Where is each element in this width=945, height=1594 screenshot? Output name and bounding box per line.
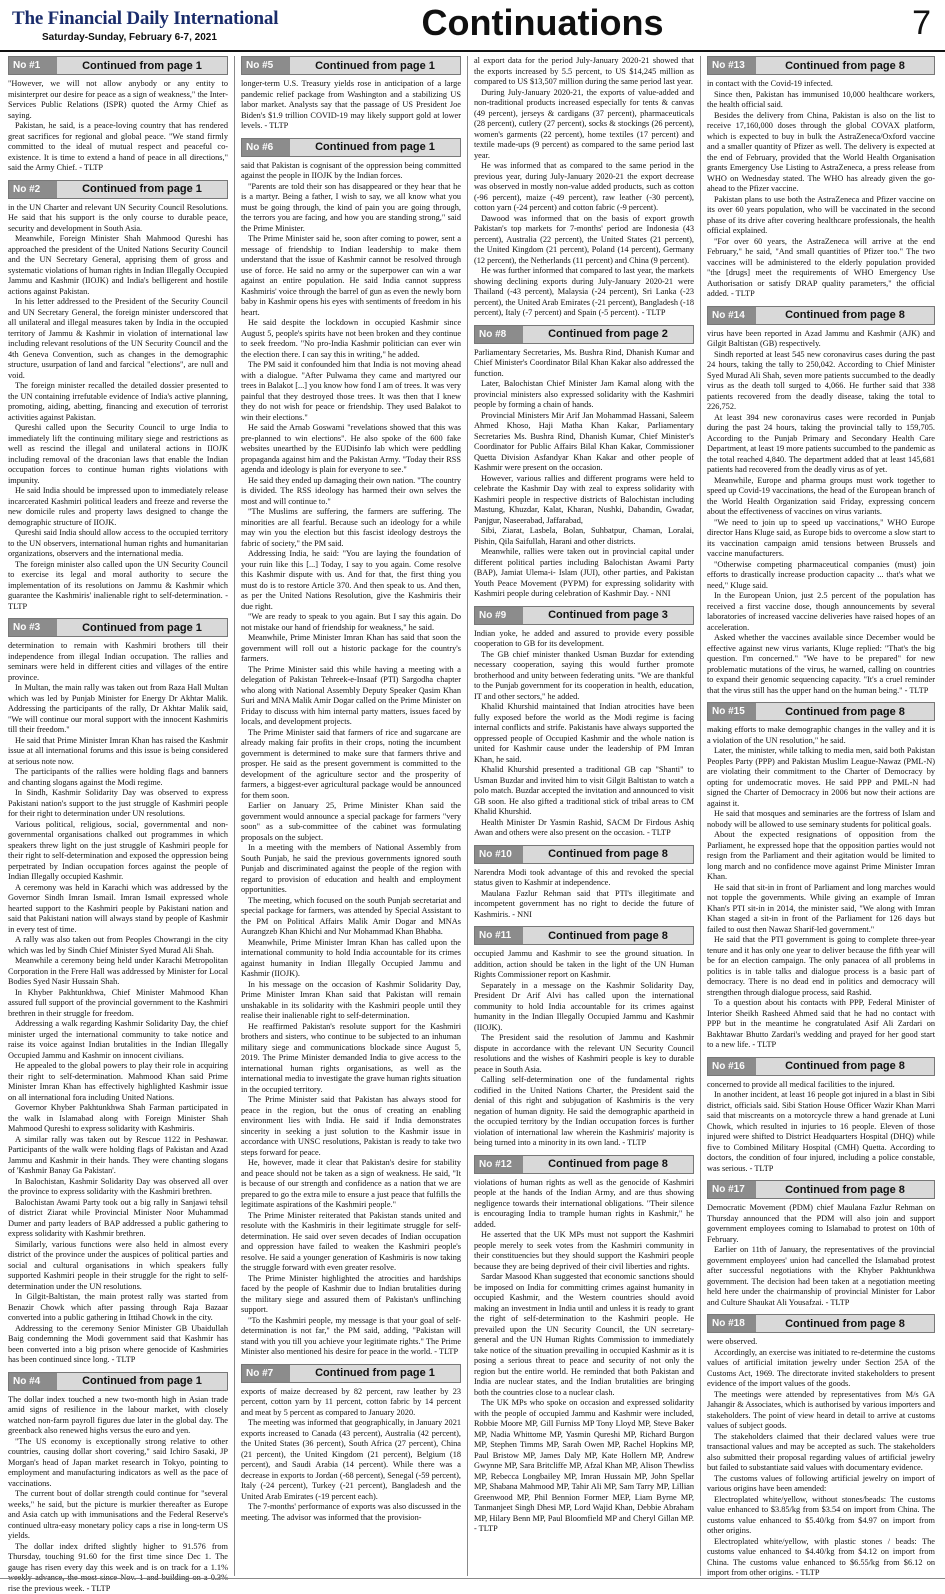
- story-header: [707, 1314, 935, 1333]
- story-paragraph: Governor Khyber Pakhtunkhwa Shah Farman participated in the walk in Islamabad along with Foreign Minister Shah Mahmood Qureshi to express solidarity with Kashmiris.: [8, 1103, 228, 1135]
- continued-label: Continued from page 8: [756, 703, 934, 720]
- story-block: [241, 1364, 461, 1524]
- story-block: [474, 1155, 694, 1535]
- story-header: [8, 56, 228, 75]
- story-number: No #6: [242, 139, 290, 156]
- story-paragraph: Earlier on January 25, Prime Minister Khan said the government would announce a special package for farmers "very soon" as a sub-committee of the cabinet was formulating proposals on the subject.: [241, 801, 461, 843]
- story-paragraph: He said they ended up damaging their own nation. "The country is divided. The RSS ideology has harmed their own selves the most and will continue to.": [241, 476, 461, 508]
- story-paragraph: In Khyber Pakhtunkhwa, Chief Minister Mahmood Khan assured full support of the provincial government to the Kashmiri brethren in their struggle for freedom.: [8, 988, 228, 1020]
- story-paragraph: Addressing a walk regarding Kashmir Solidarity Day, the chief minister urged the international community to take notice and raise its voice against Indian brutalities in the Indian Illegally Occupied Jammu and Kashmir on innocent civilians.: [8, 1019, 228, 1061]
- story-paragraph: Electroplated white/yellow, with plastic stones / beads: The customs value enhanced to $4.40/kg from $4.12 on import from China. The customs value enhanced to $6.55/kg from $6.12 on import from other origins. - TLTP: [707, 1537, 935, 1579]
- story-paragraph: occupied Jammu and Kashmir to see the ground situation. In addition, action should be taken in the light of the UN Human Rights Commissioner report on Kashmir.: [474, 949, 694, 981]
- story-paragraph: Qureshi said India should allow access to the occupied territory to the UN observers, international human rights and humanitarian organizations, observers and the international media.: [8, 528, 228, 560]
- story-header: [8, 180, 228, 199]
- story-header: [474, 926, 694, 945]
- story-paragraph: The current bout of dollar strength could continue for "several weeks," he said, but the picture is murkier thereafter as Europe and Asia catch up with immunisations and the Federal Reserve's continued ultra-easy monetary policy caps a rise in long-term US yields.: [8, 1489, 228, 1542]
- story-paragraph: He reaffirmed Pakistan's resolute support for the Kashmiri brothers and sisters, who continue to be subjected to an inhuman military siege and communications blockade since August 5, 2019. The Prime Minister demanded India to give access to the international human rights organisations, as well as the international media to investigate the grave human rights situation in the occupied territory.: [241, 1022, 461, 1096]
- continued-label: Continued from page 8: [756, 307, 934, 324]
- story-paragraph: in the UN Charter and relevant UN Security Council Resolutions. He said that his support is the only course to durable peace, security and development in South Asia.: [8, 203, 228, 235]
- story-header: [707, 702, 935, 721]
- story-paragraph: The Prime Minister said this while having a meeting with a delegation of Pakistan Tehreek-e-Insaaf (PTI) Sargodha chapter who along with National Assembly Deputy Speaker Qasim Khan Suri and MNA Malik Amir Dogar called on the Prime Minister on Friday to discuss with him internal party matters, issues faced by locals, and development projects.: [241, 665, 461, 728]
- column-divider: [700, 56, 701, 1576]
- story-paragraph: Electroplated white/yellow, without stones/beads: The customs value enhanced to $3.85/kg from $3.54 on import from China. The customs value enhanced to $5.40/kg from $4.97 on import from other origins.: [707, 1495, 935, 1537]
- story-block: [8, 1372, 228, 1594]
- story-number: No #1: [9, 57, 57, 74]
- story-block: [474, 325, 694, 600]
- story-header: [474, 606, 694, 625]
- story-paragraph: The dollar index touched a new two-month high in Asian trade amid signs of resilience in the labour market, with closely watched non-farm payroll figures due later in the global day. The greenback also renewed highs versus the euro and yen.: [8, 1395, 228, 1437]
- continued-label: Continued from page 1: [290, 139, 460, 156]
- story-paragraph: The PM said it confounded him that India is not moving ahead with a dialogue. "After Pulwama they came and martyred our trees in Balakot [...] you know how fond I am of trees. It was very painful that they destroyed those trees. It was then that I knew they do not wish for peace or friendship. They used Balakot to win their elections.": [241, 360, 461, 423]
- story-header: [241, 56, 461, 75]
- column-3: [474, 56, 694, 1576]
- story-paragraph: He appealed to the global powers to play their role in acquiring their right to self-determination. Mahmood Khan said Prime Minister Imran Khan has effectively highlighted Kashmir issue on all international fora including United Nations.: [8, 1061, 228, 1103]
- story-paragraph: violations of human rights as well as the genocide of Kashmiri people at the hands of the Indian Army, and are thus showing negligence towards their international obligations. "Their silence is encouraging India to trample human rights in Kashmir," he added.: [474, 1178, 694, 1231]
- story-paragraph: Meanwhile, Prime Minister Imran Khan has called upon the international community to hold India accountable for its crimes against humanity in Indian Illegally Occupied Jammu and Kashmir (IIOJK).: [241, 938, 461, 980]
- story-paragraph: Provincial Ministers Mir Arif Jan Mohammad Hassani, Saleem Ahmed Khoso, Haji Matha Khan Kakar, Parliamentary Secretaries Ms. Bushra Rind, Dhanish Kumar, Chief Minister's Coordinator for Public Affairs Bilal Khan Kakar, Commissioner Quetta Division Asfandyar Khan Kakar and other people of Kashmir were present on the occasion.: [474, 411, 694, 474]
- story-paragraph: "We need to join up to speed up vaccinations," WHO Europe director Hans Kluge said, as Europe bids to overcome a slow start to its vaccination campaign amid tensions between Brussels and vaccine manufacturers.: [707, 518, 935, 560]
- story-block: [474, 56, 694, 319]
- story-paragraph: Later, Balochistan Chief Minister Jam Kamal along with the provincial ministers also expressed solidarity with the Kashmiri people by forming a chain of hands.: [474, 379, 694, 411]
- story-paragraph: Separately in a message on the Kashmir Solidarity Day, President Dr Arif Alvi has called upon the international community to hold India accountable for its crimes against humanity in the Indian Illegally Occupied Jammu and Kashmir (IIOJK).: [474, 981, 694, 1034]
- story-paragraph: Khalid Khurshid maintained that Indian atrocities have been fully exposed before the world as the Modi regime is facing internal conflicts and strife. Pakistanis have always supported the oppressed people of Occupied Kashmir and the whole nation is united for Kashmir cause under the leadership of PM Imran Khan, he said.: [474, 702, 694, 765]
- story-header: [474, 845, 694, 864]
- story-paragraph: The GB chief minister thanked Usman Buzdar for extending necessary cooperation, saying this would further promote brotherhood and unity between federating units. "We are thankful to the Punjab government for its cooperation in health, education, IT and other sectors," he added.: [474, 650, 694, 703]
- story-paragraph: "The Muslims are suffering, the farmers are suffering. The minorities are all fearful. Because such an ideology for a while may win you the election but this fascist ideology destroys the fabric of society," the PM said.: [241, 507, 461, 549]
- continued-label: Continued from page 8: [756, 1315, 934, 1332]
- story-paragraph: said that Pakistan is cognisant of the oppression being committed against the people in IIOJK by the Indian forces.: [241, 161, 461, 182]
- story-paragraph: In his letter addressed to the President of the Security Council and UN Secretary General, the foreign minister underscored that all unilateral and illegal measures taken by India in the occupied territory of Jammu & Kashmir in violation of international law including relevant resolutions of the UN Security Council and the 4th Geneva Convention, such as changes in the demographic structure, usurpation of land and farcical "elections", are null and void.: [8, 297, 228, 381]
- story-paragraph: He said despite the lockdown in occupied Kashmir since August 5, people's spirits have not been broken and they continue to seek freedom. "No pro-India Kashmir politician can ever win the election there. I can say this in writing," he added.: [241, 318, 461, 360]
- story-paragraph: A rally was also taken out from Peoples Chowrangi in the city which was led by Sindh Chief Minister Syed Murad Ali Shah.: [8, 935, 228, 956]
- story-number: No #18: [708, 1315, 756, 1332]
- continued-label: Continued from page 8: [523, 846, 693, 863]
- story-header: [707, 1180, 935, 1199]
- story-paragraph: Meanwhile, rallies were taken out in provincial capital under different political parties including Balochistan Awami Party (BAP), Jamiat Ulema-i- Islam (JUI), other parties, and Pakistan Youth Peace Movement (PYPM) for expressing solidarity with Kashmiri people during celebration of Kashmir Day. - NNI: [474, 547, 694, 600]
- continued-label: Continued from page 8: [756, 1181, 934, 1198]
- story-paragraph: determination to remain with Kashmiri brothers till their independence from illegal Indian occupation. The rallies and seminars were held in different cities and villages of the entire province.: [8, 641, 228, 683]
- story-paragraph: Addressing India, he said: "You are laying the foundation of your ruin like this [...] Today, I say to you again. Come resolve this Kashmir dispute with us. And for that, the first thing you must do is to restore Article 370. And then speak to us. And then, as per the United Nations Resolution, give the Kashmiris their due right.: [241, 549, 461, 612]
- story-paragraph: A similar rally was taken out by Rescue 1122 in Peshawar. Participants of the walk were holding flags of Pakistan and Azad Jammu and Kashmir in their hands. They were chanting slogans of 'Kashmir Banay Ga Pakistan'.: [8, 1135, 228, 1177]
- continued-label: Continued from page 1: [57, 181, 227, 198]
- story-paragraph: He was informed that as compared to the same period in the previous year, during July-January 2020-21 the export decrease was observed in mostly non-value added products, such as cotton (-96 percent), maize (-49 percent), raw leather (-30 percent), cotton yarn (-24 percent) and cotton fabric (-9 percent).: [474, 161, 694, 214]
- story-paragraph: "For over 60 years, the AstraZeneca will arrive at the end February," he said, "And small quantities of Pfizer too." The two vaccines will be administered to the elderly population provided "the [drugs] meet the requirements of WHO Emergency Use Authorisation or satisfy DRAP quality parameters," the official added. - TLTP: [707, 237, 935, 300]
- story-paragraph: The Prime Minister said he, soon after coming to power, sent a message of friendship to Indian leadership to make them understand that the issue of Kashmir cannot be resolved through use of force. He said no army or the superpower can win a war against an entire population. He said India cannot suppress Kashmiris' voice through the barrel of gun as even the newly born baby in Kashmir opens his eyes with sentiments of freedom in his heart.: [241, 234, 461, 318]
- story-paragraph: The meeting, which focused on the south Punjab secretariat and special package for farmers, was attended by Special Assistant to the PM on Political Affairs Malik Amir Dogar and MNAs Aurangzeb Khan Khichi and Nur Mohammad Khan Bhabha.: [241, 896, 461, 938]
- story-paragraph: Dawood was informed that on the basis of export growth Pakistan's top markets for 7-months' period are Indonesia (43 percent), Australia (22 percent), the United States (21 percent), the United Kingdom (21 percent), Poland (14 percent), Germany (12 percent), the Netherlands (11 percent) and China (9 percent).: [474, 214, 694, 267]
- story-paragraph: Sindh reported at least 545 new coronavirus cases during the past 24 hours, taking the tally to 250,042. According to Chief Minister Syed Murad Ali Shah, seven more patients succumbed to the deadly virus as the death toll surged to 4,066. He further said that 338 patients recovered from the deadly disease, taking the total to 226,752.: [707, 350, 935, 413]
- story-paragraph: The meeting was informed that geographically, in January 2021 exports increased to Canada (43 percent), Australia (42 percent), the United States (36 percent), South Africa (27 percent), China (21 percent), the United Kingdom (21 percent), Belgium (18 percent), and Saudi Arabia (14 percent). While there was a decrease in exports to Jordan (-68 percent), Senegal (-59 percent), Italy (-24 percent), Turkey (-21 percent), Bangladesh and the United Arab Emirates (-19 percent each).: [241, 1418, 461, 1502]
- story-paragraph: The participants of the rallies were holding flags and banners and chanting slogans against the Modi regime.: [8, 767, 228, 788]
- story-paragraph: Meanwhile a ceremony being held under Karachi Metropolitan Corporation in the Frere Hall was addressed by Minister for Local Bodies Syed Nasir Hussain Shah.: [8, 956, 228, 988]
- column-2: [241, 56, 461, 1576]
- story-header: [8, 618, 228, 637]
- story-header: [707, 1057, 935, 1076]
- story-block: [8, 180, 228, 613]
- continued-label: Continued from page 8: [523, 927, 693, 944]
- story-block: [241, 138, 461, 1358]
- story-paragraph: He said that mosques and seminaries are the fortress of Islam and nobody will be allowed to use seminary students for political goals.: [707, 809, 935, 830]
- story-paragraph: He said India should be impressed upon to immediately release incarcerated Kashmiri political leaders and freeze and reverse the new domicile rules and property laws designed to change the demographic structure of IIOJK.: [8, 486, 228, 528]
- story-number: No #5: [242, 57, 290, 74]
- story-number: No #15: [708, 703, 756, 720]
- story-paragraph: However, various rallies and different programs were held to celebrate the Kashmir Day with zeal to express solidarity with Kashmiri people in respective districts of Balochistan including Mastung, Khuzdar, Kalat, Kharan, Nushki, Dabandin, Gwadar, Panjgur, Naseerabad, Jaffarabad,: [474, 474, 694, 527]
- bottom-rule: [0, 1578, 945, 1579]
- story-header: [474, 325, 694, 344]
- story-paragraph: Later, the minister, while talking to media men, said both Pakistan Peoples Party (PPP) and Pakistan Muslim League-Nawaz (PML-N) are violating their commitment to the Charter of Democracy by opting for undemocratic moves. He said PPP and PML-N had signed the Charter of Democracy in 2006 but now their actions are against it.: [707, 746, 935, 809]
- story-paragraph: Health Minister Dr Yasmin Rashid, SACM Dr Firdous Ashiq Awan and others were also present on the occasion. - TLTP: [474, 818, 694, 839]
- story-paragraph: About the expected resignations of opposition from the Parliament, he expressed hope that the opposition parties would not resign from the Parliament and their agitation would be limited to long march and no confidence move against Prime Minister Imran Khan.: [707, 830, 935, 883]
- story-paragraph: He, however, made it clear that Pakistan's desire for stability and peace should not be taken as a sign of weakness. He said, "It is because of our strength and confidence as a nation that we are prepared to go the extra mile to ensure a just peace that fulfills the legitimate aspirations of the Kashmiri people.": [241, 1158, 461, 1211]
- story-paragraph: Calling self-determination one of the fundamental rights codified in the United Nations Charter, the President said the denial of this right and subjugation of Kashmiris is the very negation of human dignity. He said the demographic apartheid in the occupied territory by the Indian occupation forces is further violation of international law wherein the Kashmiris' majority is being turned into a minority in its own land. - TLTP: [474, 1075, 694, 1149]
- story-block: [707, 702, 935, 1051]
- story-paragraph: He said that the PTI government is going to complete three-year tenure and it has only one year to deliver because the fifth year will be for an election campaign. The only panacea of all problems in politics is in table talks and dialogue process is a basic part of democracy. There is no dead end in politics and democracy will strengthen through dialogue process, said Rashid.: [707, 935, 935, 998]
- story-paragraph: exports of maize decreased by 82 percent, raw leather by 23 percent, cotton yarn by 11 percent, cotton fabric by 14 percent and meat by 5 percent as compared to January 2020.: [241, 1387, 461, 1419]
- story-block: [474, 606, 694, 839]
- story-number: No #12: [475, 1156, 523, 1173]
- story-number: No #10: [475, 846, 523, 863]
- story-paragraph: Indian yoke, he added and assured to provide every possible cooperation to GB for its development.: [474, 629, 694, 650]
- story-paragraph: Since then, Pakistan has immunised 10,000 healthcare workers, the health official said.: [707, 90, 935, 111]
- story-paragraph: Similarly, various functions were also held in almost every district of the province under the auspices of political parties and social and cultural organisations in which speakers fully supported Kashmiri people in their struggle for the right to self-determination under the UN resolutions.: [8, 1240, 228, 1293]
- story-paragraph: Pakistan plans to use both the AstraZeneca and Pfizer vaccine on its over 60 years population, who will be vaccinated in the second phase of its drive after covering healthcare professionals, the health official explained.: [707, 195, 935, 237]
- continued-label: Continued from page 8: [523, 1156, 693, 1173]
- story-paragraph: "Otherwise competing pharmaceutical companies (must) join efforts to drastically increase production capacity ... that's what we need," Kluge said.: [707, 560, 935, 592]
- story-paragraph: To a question about his contacts with PPP, Federal Minister of Interior Sheikh Rasheed Ahmed said that he had no contact with PPP but in the meantime he congratulated Asif Ali Zardari on Bakhtawar Bhutto Zardari's wedding and prayed for her good start to a new life. - TLTP: [707, 998, 935, 1051]
- story-paragraph: "The US economy is exceptionally strong relative to other countries, causing dollar short covering," said Ichiro Sasaki, JP Morgan's head of Japan market research in Tokyo, pointing to employment and manufacturing indicators as well as the pace of vaccinations.: [8, 1437, 228, 1490]
- story-paragraph: making efforts to make demographic changes in the valley and it is a violation of the UN resolution," he said.: [707, 725, 935, 746]
- story-number: No #13: [708, 57, 756, 74]
- story-paragraph: In his message on the occasion of Kashmir Solidarity Day, Prime Minister Imran Khan said that Pakistan will remain unshakable in its solidarity with the Kashmiri people until they realise their inalienable right to self-determination.: [241, 980, 461, 1022]
- story-paragraph: Sibi, Ziarat, Lasbela, Bolan, Suhbatpur, Chaman, Loralai, Pishin, Qila Saifullah, Harani and other districts.: [474, 526, 694, 547]
- story-paragraph: longer-term U.S. Treasury yields rose in anticipation of a large pandemic relief package from Washington and a stabilizing US labor market. Analysts say that the passage of US President Joe Biden's $1.9 trillion COVID-19 may likely support gold at lower levels. - TLTP: [241, 79, 461, 132]
- story-block: [707, 56, 935, 300]
- continued-label: Continued from page 1: [57, 57, 227, 74]
- story-header: [241, 138, 461, 157]
- story-paragraph: Sardar Masood Khan suggested that economic sanctions should be imposed on India for committing crimes against humanity in occupied Kashmir, and the Western countries should avoid making an investment in India until and unless it is ready to grant the right of self-determination to the Kashmiri people. He prevailed upon the UN Security Council, the UN secretary-general and the UN Human Rights Commission to immediately take notice of the situation prevailing in occupied Kashmir as it is posing a serious threat to peace and security of not only the region but the entire world. He reminded that both Pakistan and India are nuclear states, and the Indian brutalities are bringing both the countries close to a nuclear clash.: [474, 1272, 694, 1398]
- story-header: [8, 1372, 228, 1391]
- story-header: [474, 1155, 694, 1174]
- story-paragraph: The Prime Minister highlighted the atrocities and hardships faced by the people of Kashmir due to Indian brutalities during the military siege and assured them of Pakistan's unflinching support.: [241, 1274, 461, 1316]
- story-number: No #3: [9, 619, 57, 636]
- story-paragraph: The Prime Minister said that Pakistan has always stood for peace in the region, but the onus of creating an enabling environment lies with India. He said if India demonstrates sincerity in seeking a just solution to the Kashmir issue in accordance with UNSC resolutions, Pakistan is ready to take two steps forward for peace.: [241, 1095, 461, 1158]
- issue-date: Saturday-Sunday, February 6-7, 2021: [42, 32, 217, 43]
- story-number: No #8: [475, 326, 523, 343]
- page-number: 7: [912, 4, 931, 43]
- story-paragraph: Parliamentary Secretaries, Ms. Bushra Rind, Dhanish Kumar and Chief Minister's Coordinator Bilal Khan Kakar also addressed the function.: [474, 348, 694, 380]
- continued-label: Continued from page 1: [290, 1365, 460, 1382]
- story-paragraph: Asked whether the vaccines available since December would be effective against new virus variants, Kluge replied: "That's the big question. I'm concerned." "We have to be prepared" for new problematic mutations of the virus, he warned, calling on countries to expand their genomic sequencing capacity. "It's a cruel reminder that the virus still has the upper hand on the human being." - TLTP: [707, 633, 935, 696]
- continued-label: Continued from page 8: [756, 57, 934, 74]
- story-paragraph: Qureshi called upon the Security Council to urge India to immediately lift the continuing military siege and restrictions as well as rescind the illegal and unilateral actions in IIOJK including removal of the draconian laws that enable the Indian occupation forces to continue human rights violations with impunity.: [8, 423, 228, 486]
- story-paragraph: He said that sit-in in front of Parliament and long marches would not topple the governments. While giving an example of Imran Khan's PTI sit-in in 2014, the minister said, "We along with Imran Khan staged a sit-in in front of the Parliament for 126 days but failed to oust then Nawaz Sharif-led government.": [707, 883, 935, 936]
- story-paragraph: In Sindh, Kashmir Solidarity Day was observed to express Pakistani nation's support to the just struggle of Kashmiri people for their right to determination under UN resolutions.: [8, 788, 228, 820]
- story-paragraph: were observed.: [707, 1337, 935, 1348]
- column-1: [8, 56, 228, 1576]
- story-paragraph: virus have been reported in Azad Jammu and Kashmir (AJK) and Gilgit Baltistan (GB) respectively.: [707, 329, 935, 350]
- story-paragraph: Narendra Modi took advantage of this and revoked the special status given to Kashmir at independence.: [474, 868, 694, 889]
- story-block: [474, 845, 694, 921]
- story-paragraph: Meanwhile, Prime Minister Imran Khan has said that soon the government will roll out a historic package for the country's farmers.: [241, 633, 461, 665]
- story-paragraph: al export data for the period July-January 2020-21 showed that the exports increased by 5.5 percent, to US $14,245 million as compared to US $13,507 million during the same period last year.: [474, 56, 694, 88]
- story-block: [8, 618, 228, 1366]
- continued-label: Continued from page 1: [57, 1373, 227, 1390]
- story-block: [8, 56, 228, 174]
- story-number: No #2: [9, 181, 57, 198]
- story-paragraph: Earlier on 11th of January, the representatives of the provincial government employees' union had cancelled the Islamabad protest after successful negotiations with the Khyber Pakhtunkhwa government. The decision had been taken at a negotiation meeting held here under the chairmanship of provincial Minister for Labor and Culture Shaukat Ali Yousafzai. - TLTP: [707, 1245, 935, 1308]
- story-paragraph: The President said the resolution of Jammu and Kashmir dispute in accordance with the relevant UN Security Council resolutions and the wishes of Kashmiri people is key to durable peace in South Asia.: [474, 1033, 694, 1075]
- story-paragraph: The dollar index drifted slightly higher to 91.576 from Thursday, touching 91.60 for the first time since Dec 1. The gauge has risen every day this week and is on track for a 1.1% rise the previous week. - TLTP: [8, 1542, 228, 1594]
- story-paragraph: He was further informed that compared to last year, the markets showing declining exports during July-January 2020-21 were Thailand (-43 percent), Malaysia (-24 percent), Sri Lanka (-23 percent), the United Arab Emirates (-21 percent), Bangladesh (-18 percent), Italy (-7 percent) and Spain (-5 percent). - TLTP: [474, 266, 694, 319]
- story-paragraph: The UK MPs who spoke on occasion and expressed solidarity with the people of occupied Jammu and Kashmir were included, Robbie Moore MP, Gill Furniss MP Tony Lloyd MP, Steve Baker MP, Nadia Whittome MP, Yasmin Qureshi MP, Richard Burgon MP, Stephen Timms MP, Sarah Owen MP, Rachel Hopkins MP, Paul Bristow MP, James Daly MP, Kate Hollern MP, Andrew Gwynne MP, Sara Britcliffe MP, Afzal Khan MP, Alison Thewliss MP, Rebecca Longbailey MP, Imran Hussain MP, John Spellar MP, Shabana Mahmood MP, Tahir Ali MP, Sam Tarry MP, Lillian Greenwood MP, Phil Bennion Former MEP, Liam Byrne MP, Tanmanjeet Singh Dhesi MP, Lord Wajid Khan, Debbie Abraham MP, Hilary Benn MP, Paul Bloomfield MP and Cheryl Gillan MP. - TLTP: [474, 1398, 694, 1535]
- story-paragraph: Maulana Fazlur Rehman said that PTI's illegitimate and incompetent government has no right to decide the future of Kashmiris. - NNI: [474, 889, 694, 921]
- story-paragraph: During July-January 2020-21, the exports of value-added and non-traditional products increased especially for tents & canvas (49 percent), jerseys & cardigans (37 percent), pharmaceuticals (28 percent), cutlery (27 percent), socks & stockings (26 percent), women's garments (22 percent), home textiles (17 percent) and textile made-ups (9 percent) as compared to the same period last year.: [474, 88, 694, 162]
- story-paragraph: Democratic Movement (PDM) chief Maulana Fazlur Rehman on Thursday announced that the PDM will also join and support government employees coming to Islamabad to protest on 10th of February.: [707, 1203, 935, 1245]
- story-paragraph: A ceremony was held in Karachi which was addressed by the Governor Sindh Imran Ismail. Imran Ismail expressed whole hearted support to the Kashmiri people by Pakistani nation and said that Pakistani nation will always stand by people of Kashmir in every test of time.: [8, 883, 228, 936]
- story-paragraph: In Multan, the main rally was taken out from Raza Hall Multan which was led by Punjab Minister for Energy Dr Akhtar Malik. Addressing the participants of the rally, Dr Akhtar Malik said, "We will continue our moral support with the innocent Kashmiris till their freedom.": [8, 683, 228, 736]
- story-paragraph: Various political, religious, social, governmental and non-governmental organisations chalked out programmes in which speakers threw light on the just struggle of Kashmiri people for their right to self-determination and exposed the oppression being perpetrated by Indian occupation forces against the people of Indian Illegally occupied Kashmir.: [8, 820, 228, 883]
- story-paragraph: "However, we will not allow anybody or any entity to misinterpret our desire for peace as a sign of weakness," the Inter-Services Public Relations (ISPR) quoted the Army Chief as saying.: [8, 79, 228, 121]
- story-paragraph: In the European Union, just 2.5 percent of the population has received a first vaccine dose, though announcements by several laboratories of increased vaccine deliveries have raised hopes of an acceleration.: [707, 591, 935, 633]
- story-number: No #16: [708, 1058, 756, 1075]
- story-number: No #4: [9, 1373, 57, 1390]
- story-paragraph: Pakistan, he said, is a peace-loving country that has rendered great sacrifices for regional and global peace. "We stand firmly committed to the ideal of mutual respect and peaceful co-existence. It is time to extend a hand of peace in all directions," said the Army Chief. - TLTP: [8, 121, 228, 174]
- story-paragraph: The meetings were attended by representatives from M/s GA Jahangir & Associates, which is authorised by various importers and stakeholders. The point of view heard in detail to arrive at customs values of subject goods.: [707, 1390, 935, 1432]
- story-header: [707, 56, 935, 75]
- story-block: [707, 1057, 935, 1175]
- story-paragraph: In Gilgit-Baltistan, the main protest rally was started from Benazir Chowk which after passing through Raja Bazaar converted into a public gathering in Ittihad Chowk in the city.: [8, 1292, 228, 1324]
- story-paragraph: He asserted that the UK MPs must not support the Kashmiri people merely to seek votes from the Kashmiri community in their constituencies but they should support the Kashmiri people because they are being deprived of their civil liberties and rights.: [474, 1230, 694, 1272]
- story-paragraph: Addressing to the ceremony Senior Minister GB Ubaidullah Baig condemning the Modi government said that Kashmir has been converted into a big prison where genocide of Kashmiries has been continued since long. - TLTP: [8, 1324, 228, 1366]
- continued-label: Continued from page 1: [290, 57, 460, 74]
- newspaper-name: The Financial Daily International: [12, 8, 278, 30]
- story-number: No #14: [708, 307, 756, 324]
- story-paragraph: The foreign minister also called upon the UN Security Council to exercise its legal and moral authority to secure the implementation of its resolutions on Jammu & Kashmir which guarantee the Kashmiris' inalienable right to self-determination. - TLTP: [8, 560, 228, 613]
- story-number: No #7: [242, 1365, 290, 1382]
- story-paragraph: He said that Prime Minister Imran Khan has raised the Kashmir issue at all international forums and this issue is being considered at serious note now.: [8, 736, 228, 768]
- story-paragraph: In another incident, at least 16 people got injured in a blast in Sibi district, officials said. Sibi Station House Officer Wazir Khan Marri said that miscreants on a motorcycle threw a hand grenade at Luni Chowk, which resulted in injuries to 16 people. Eleven of those injured were shifted to District Headquarters Hospital (DHQ) while five to Combined Military Hospital (CMH) Quetta. According to doctors, the condition of four injured, including a police constable, was serious. - TLTP: [707, 1090, 935, 1174]
- continued-label: Continued from page 8: [756, 1058, 934, 1075]
- story-paragraph: The 7-months' performance of exports was also discussed in the meeting. The advisor was informed that the provision-: [241, 1502, 461, 1523]
- masthead: [0, 0, 945, 52]
- section-title: Continuations: [0, 2, 945, 44]
- story-block: [707, 1180, 935, 1308]
- story-paragraph: The customs values of following artificial jewelry on import of various origins have been amended:: [707, 1474, 935, 1495]
- story-block: [707, 1314, 935, 1579]
- story-number: No #9: [475, 607, 523, 624]
- story-paragraph: Balochistan Awami Party took out a big rally in Sanjawi tehsil of district Ziarat while Provincial Minister Noor Muhammad Dumer and party leaders of BAP addressed a public gathering to express solidarity with Kashmir brethren.: [8, 1198, 228, 1240]
- story-block: [474, 926, 694, 1149]
- column-divider: [467, 56, 468, 1576]
- story-number: No #11: [475, 927, 523, 944]
- story-paragraph: Accordingly, an exercise was initiated to re-determine the customs values of artificial imitation jewelry under Section 25A of the Customs Act, 1969. The directorate invited stakeholders to present evidence of the import values of the goods.: [707, 1348, 935, 1390]
- story-paragraph: He said the Arnab Goswami "revelations showed that this was pre-planned to win elections". He also spoke of the 600 fake websites unearthed by the EUDisinfo lab which were peddling propaganda against him and the Pakistan Army. "Today their RSS agenda and ideology is plain for everyone to see.": [241, 423, 461, 476]
- story-header: [241, 1364, 461, 1383]
- story-header: [707, 306, 935, 325]
- story-paragraph: concerned to provide all medical facilities to the injured.: [707, 1080, 935, 1091]
- story-block: [241, 56, 461, 132]
- story-paragraph: At least 394 new coronavirus cases were recorded in Punjab during the past 24 hours, taking the provincial tally to 159,705. According to the Punjab Primary and Secondary Health Care Department, at least 19 more patients succumbed to the pandemic as the total reached 4,840. The department added that at least 145,681 patients had recovered from the deadly virus as of yet.: [707, 413, 935, 476]
- story-paragraph: "We are ready to speak to you again. But I say this again. Do not mistake our hand of friendship for weakness," he said.: [241, 612, 461, 633]
- continued-label: Continued from page 2: [523, 326, 693, 343]
- story-paragraph: The Prime Minister said that farmers of rice and sugarcane are already making fair profits in their crops, noting the incumbent government is determined to make sure that farmers thrive and prosper. He said as the present government is committed to the development of the agriculture sector and the prosperity of farmers, a biggest-ever agricultural package would be announced for them soon.: [241, 728, 461, 802]
- story-paragraph: in contact with the Covid-19 infected.: [707, 79, 935, 90]
- column-divider: [234, 56, 235, 1576]
- story-paragraph: The foreign minister recalled the detailed dossier presented to the UN containing irrefutable evidence of India's active planning, promoting, aiding, abetting, financing and execution of terrorist activities against Pakistan.: [8, 381, 228, 423]
- story-paragraph: The Prime Minister reiterated that Pakistan stands united and resolute with the Kashmiris in their legitimate struggle for self-determination. He said over seven decades of Indian occupation and oppression have failed to weaken the Kashmiri people's resolve. He said a younger generation of Kashmiris is now taking the struggle forward with even greater resolve.: [241, 1211, 461, 1274]
- story-paragraph: The stakeholders claimed that their declared values were true transactional values and may be accepted as such. The stakeholders also submitted their proposal regarding values of artificial jewelry but failed to substantiate said values with documentary evidence.: [707, 1432, 935, 1474]
- story-paragraph: Besides the delivery from China, Pakistan is also on the list to receive 17,160,000 doses through the global COVAX platform, which is expected to buy in bulk the AstraZeneca/Oxford vaccine and a smaller quantity of Pfizer as well. The delivery is expected at the end of February, provided that the World Health Organisation grants Emergency Use Listing to AstraZeneca, a press release from WHO on Wednesday stated. The WHO has already given the go-ahead to the Pfizer vaccine.: [707, 111, 935, 195]
- continued-label: Continued from page 3: [523, 607, 693, 624]
- story-paragraph: In a meeting with the members of National Assembly from South Punjab, he said the previous governments ignored south Punjab and discriminated against the people of the region with regard to provision of education and health and employment opportunities.: [241, 843, 461, 896]
- story-number: No #17: [708, 1181, 756, 1198]
- story-paragraph: "To the Kashmiri people, my message is that your goal of self-determination is not far," the PM said, adding, "Pakistan will stand with you till you achieve your legitimate rights." The Prime Minister also mentioned his desire for peace in the world. - TLTP: [241, 1316, 461, 1358]
- continued-label: Continued from page 1: [57, 619, 227, 636]
- story-paragraph: "Parents are told their son has disappeared or they hear that he is a martyr. Being a father, I wish to say, we all know what you must be going through, the kind of pain you are going through, the terrors you are facing, and how you are standing strong," said the Prime Minister.: [241, 182, 461, 235]
- story-paragraph: Meanwhile, Foreign Minister Shah Mahmood Qureshi has approached the president of the United Nations Security Council and the UN Secretary General, apprising them of gross and systematic violations of human rights in Indian Illegally Occupied Jammu and Kashmir (IIOJK) and India's belligerent and hostile actions against Pakistan.: [8, 234, 228, 297]
- story-paragraph: In Balochistan, Kashmir Solidarity Day was observed all over the province to express solidarity with the Kashmiri brethren.: [8, 1177, 228, 1198]
- story-paragraph: Meanwhile, Europe and pharma groups must work together to speed up Covid-19 vaccinations, the head of the European branch of the World Health Organization said Friday, expressing concern about the effectiveness of vaccines on virus variants.: [707, 476, 935, 518]
- column-4: [707, 56, 935, 1576]
- story-block: [707, 306, 935, 697]
- story-paragraph: Khalid Khurshid presented a traditional GB cap "Shanti" to Usman Buzdar and invited him to visit Gilgit Baltistan to watch a polo match. Buzdar accepted the invitation and announced to visit GB soon. He also gifted a traditional stick of tribal areas to CM Khalid Khurshid.: [474, 765, 694, 818]
